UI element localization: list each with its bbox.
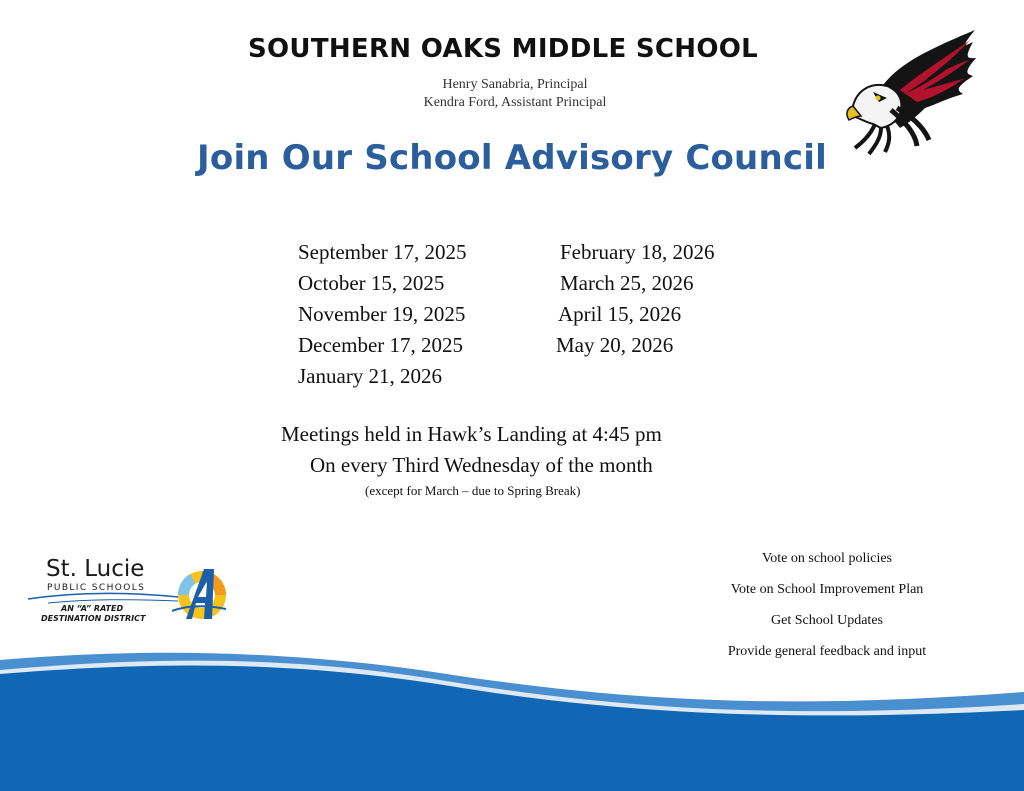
meeting-frequency: On every Third Wednesday of the month (310, 453, 653, 477)
district-tagline-1: AN “A” RATED (61, 604, 124, 613)
meeting-date: April 15, 2026 (558, 302, 682, 326)
meeting-date: February 18, 2026 (560, 240, 715, 264)
meeting-date: January 21, 2026 (298, 364, 443, 388)
principal-name: Henry Sanabria, Principal (442, 77, 588, 92)
headline: Join Our School Advisory Council (197, 138, 827, 178)
meeting-date: May 20, 2026 (556, 333, 674, 357)
blue-wave-decoration (0, 640, 1024, 791)
council-duty: Vote on School Improvement Plan (730, 582, 924, 597)
meeting-exception: (except for March – due to Spring Break) (365, 483, 581, 498)
meeting-location-time: Meetings held in Hawk’s Landing at 4:45 pm (281, 422, 662, 446)
district-logo-subtitle: PUBLIC SCHOOLS (47, 583, 146, 593)
school-name: SOUTHERN OAKS MIDDLE SCHOOL (247, 34, 758, 64)
council-duty: Vote on school policies (761, 551, 892, 566)
st-lucie-a-logo-icon (172, 565, 228, 625)
assistant-principal-name: Kendra Ford, Assistant Principal (423, 95, 607, 110)
district-tagline-2: DESTINATION DISTRICT (41, 614, 146, 623)
meeting-date: September 17, 2025 (298, 240, 467, 264)
hawk-mascot-icon (845, 28, 980, 156)
meeting-date: December 17, 2025 (298, 333, 464, 357)
council-duty: Get School Updates (771, 613, 883, 628)
meeting-date: October 15, 2025 (298, 271, 445, 295)
district-logo-name: St. Lucie (46, 556, 145, 582)
meeting-date: November 19, 2025 (298, 302, 466, 326)
meeting-date: March 25, 2026 (560, 271, 694, 295)
district-logo (28, 553, 238, 633)
council-duty: Provide general feedback and input (727, 644, 927, 659)
